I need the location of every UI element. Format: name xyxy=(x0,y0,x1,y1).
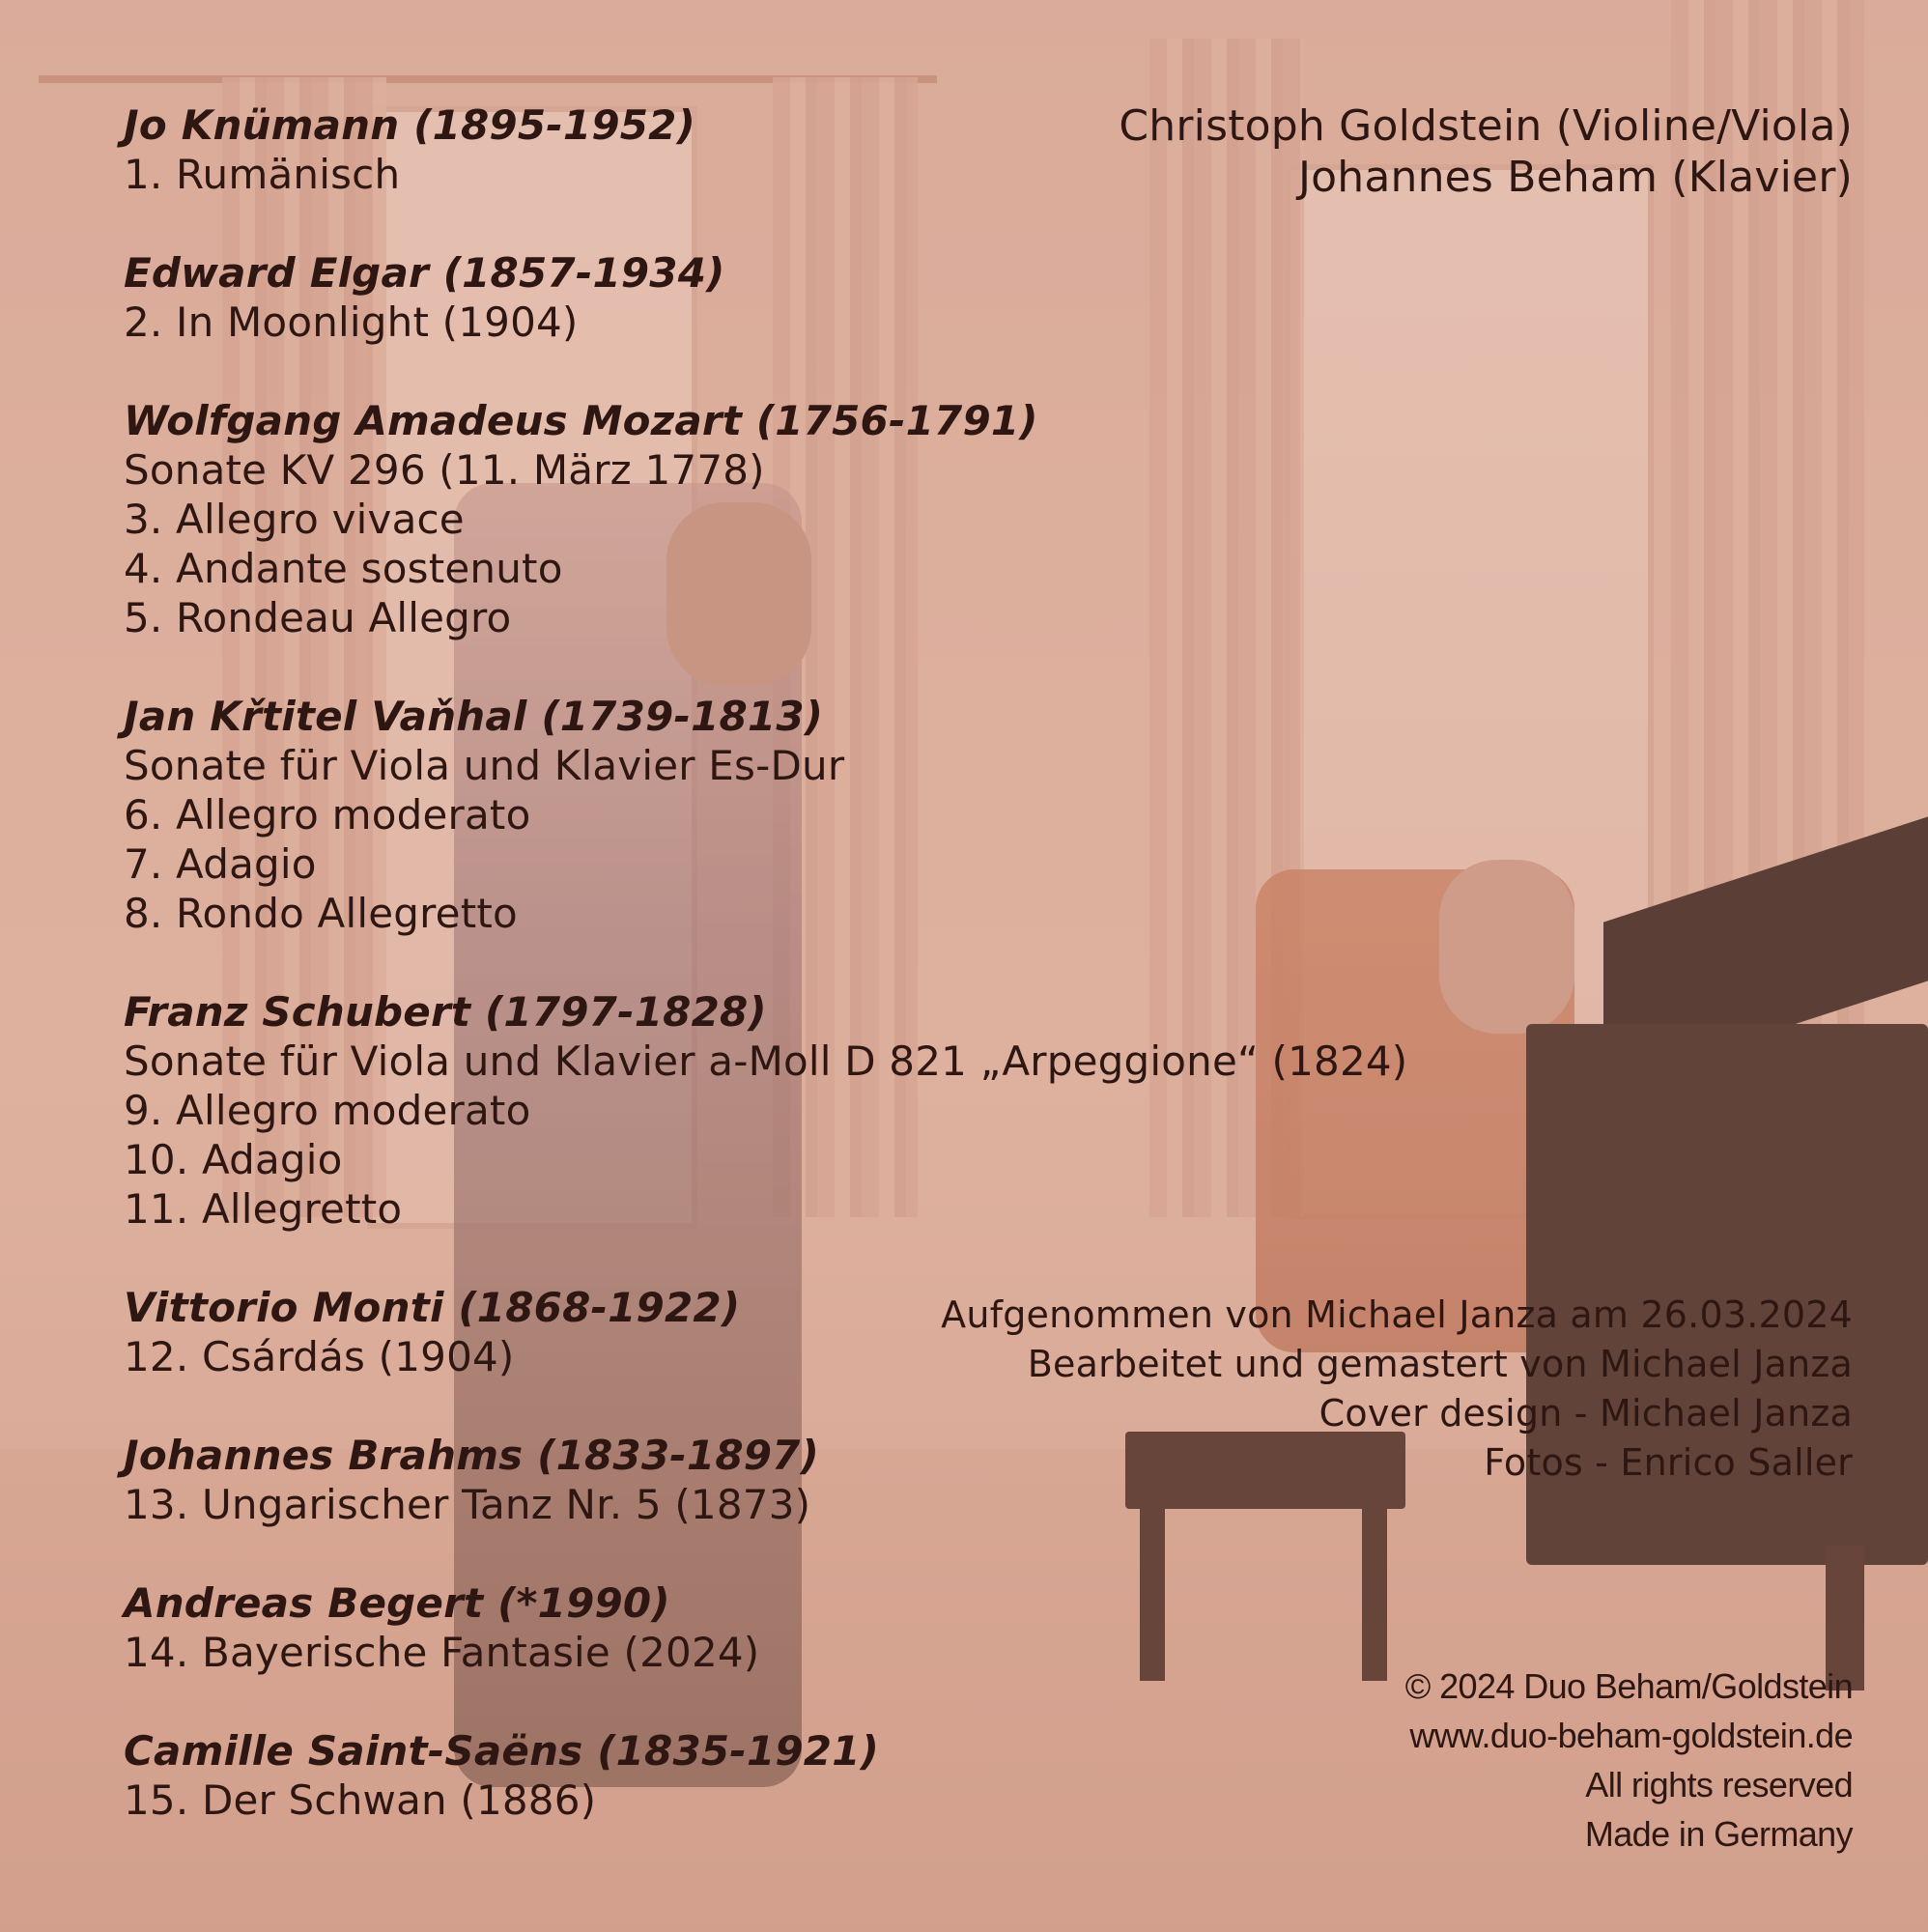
work-title: Sonate für Viola und Klavier a-Moll D 821 „Arpeggione“ (1824) xyxy=(124,1037,1408,1085)
composer-name: Johannes Brahms (1833-1897) xyxy=(124,1432,819,1479)
composer-block xyxy=(124,1578,1407,1677)
track-line: 12. Csárdás (1904) xyxy=(124,1333,515,1380)
copyright-line: © 2024 Duo Beham/Goldstein xyxy=(1404,1666,1853,1706)
track-line: 4. Andante sostenuto xyxy=(124,545,563,592)
composer-name: Franz Schubert (1797-1828) xyxy=(124,988,767,1036)
work-title: Sonate für Viola und Klavier Es-Dur xyxy=(124,742,845,789)
track-line: 14. Bayerische Fantasie (2024) xyxy=(124,1629,760,1676)
track-line: 15. Der Schwan (1886) xyxy=(124,1776,597,1824)
composer-name: Wolfgang Amadeus Mozart (1756-1791) xyxy=(124,397,1038,444)
copyright-notice xyxy=(1405,1662,1853,1859)
composer-block xyxy=(124,692,1407,938)
track-line: 9. Allegro moderato xyxy=(124,1087,531,1134)
track-line: 8. Rondo Allegretto xyxy=(124,890,518,937)
performer-piano: Johannes Beham (Klavier) xyxy=(1297,153,1853,202)
track-line: 1. Rumänisch xyxy=(124,151,401,198)
performer-violin: Christoph Goldstein (Violine/Viola) xyxy=(1119,101,1853,151)
credits xyxy=(941,1291,1853,1488)
track-line: 2. In Moonlight (1904) xyxy=(124,298,579,346)
composer-name: Jo Knümann (1895-1952) xyxy=(124,101,695,149)
track-line: 11. Allegretto xyxy=(124,1185,403,1233)
credit-recording: Aufgenommen von Michael Janza am 26.03.2024 xyxy=(941,1293,1853,1336)
composer-name: Jan Křtitel Vaňhal (1739-1813) xyxy=(124,693,824,740)
composer-name: Andreas Begert (*1990) xyxy=(124,1579,670,1627)
credit-cover-design: Cover design - Michael Janza xyxy=(1318,1392,1853,1435)
composer-name: Vittorio Monti (1868-1922) xyxy=(124,1284,741,1331)
origin-line: Made in Germany xyxy=(1584,1814,1853,1854)
rights-line: All rights reserved xyxy=(1585,1765,1853,1804)
composer-name: Edward Elgar (1857-1934) xyxy=(124,249,725,297)
track-line: 7. Adagio xyxy=(124,840,317,888)
credit-photos: Fotos - Enrico Saller xyxy=(1484,1441,1853,1484)
credit-mastering: Bearbeitet und gemastert von Michael Janza xyxy=(1027,1343,1853,1385)
track-line: 6. Allegro moderato xyxy=(124,791,531,838)
tracklist xyxy=(124,100,1407,1874)
track-line: 13. Ungarischer Tanz Nr. 5 (1873) xyxy=(124,1481,811,1528)
performers xyxy=(1119,100,1853,203)
composer-block xyxy=(124,248,1407,347)
composer-block xyxy=(124,987,1407,1234)
track-line: 5. Rondeau Allegro xyxy=(124,594,512,641)
track-line: 3. Allegro vivace xyxy=(124,496,465,543)
composer-name: Camille Saint-Saëns (1835-1921) xyxy=(124,1727,880,1775)
composer-block xyxy=(124,1726,1407,1825)
track-line: 10. Adagio xyxy=(124,1136,343,1183)
composer-block xyxy=(124,396,1407,642)
website: www.duo-beham-goldstein.de xyxy=(1409,1716,1853,1755)
work-title: Sonate KV 296 (11. März 1778) xyxy=(124,446,765,494)
